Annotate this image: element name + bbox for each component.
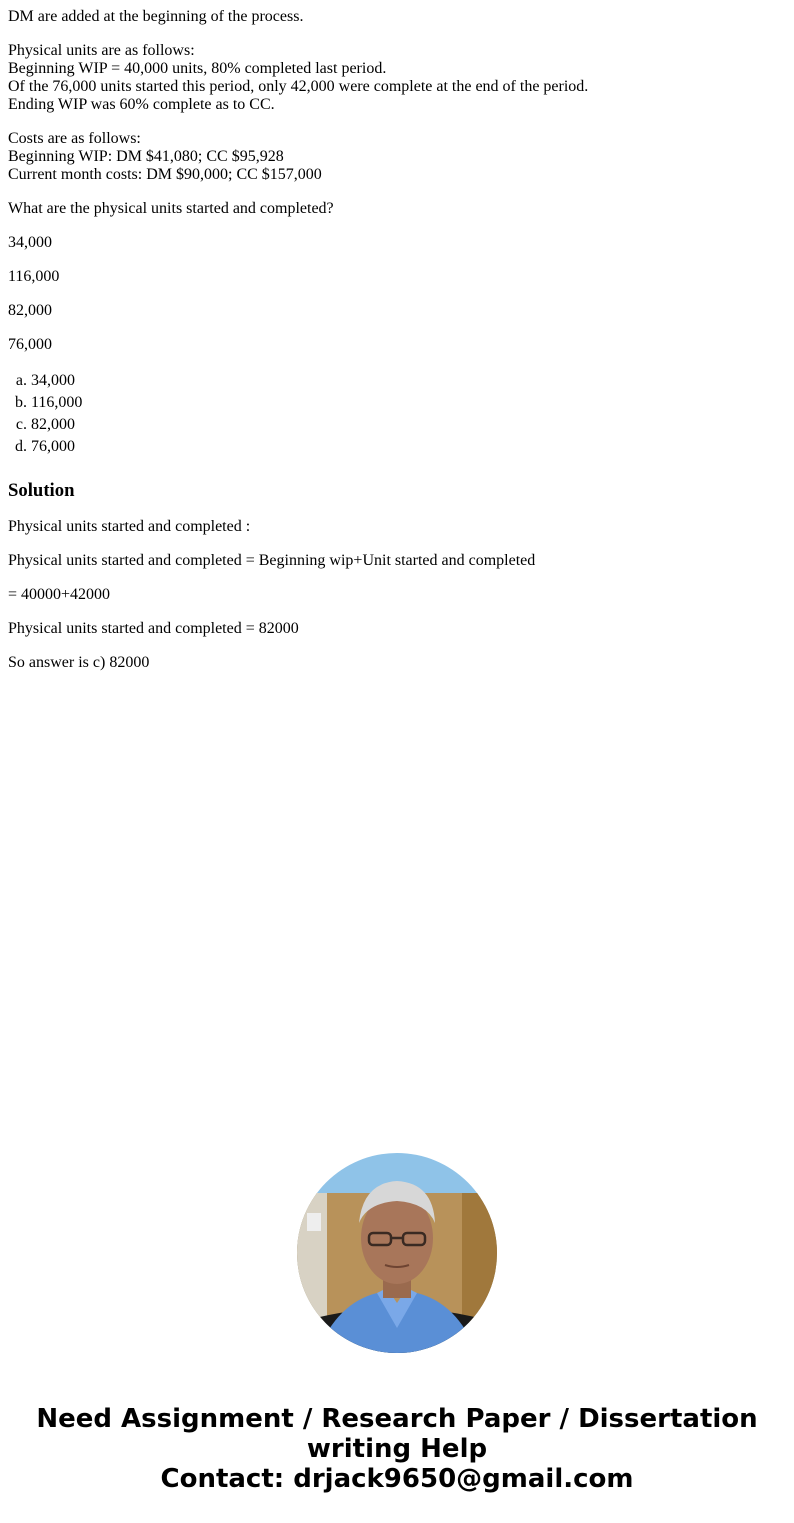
option-a: a. 34,000 <box>31 370 786 392</box>
author-portrait-image <box>297 1153 497 1353</box>
author-avatar <box>297 1153 497 1353</box>
intro-text: DM are added at the beginning of the process. <box>8 8 304 25</box>
solution-line: Physical units started and completed = 82000 <box>8 620 299 637</box>
costs-line-1: Beginning WIP: DM $41,080; CC $95,928 <box>8 148 284 165</box>
plain-choice: 116,000 <box>8 268 60 285</box>
physical-units-heading: Physical units are as follows: <box>8 42 195 59</box>
solution-line: = 40000+42000 <box>8 586 111 603</box>
promo-banner <box>0 1404 794 1494</box>
promo-line-1: Need Assignment / Research Paper / Dissertation <box>36 1404 758 1434</box>
plain-choice: 82,000 <box>8 302 52 319</box>
option-b: b. 116,000 <box>31 392 786 414</box>
plain-choice: 34,000 <box>8 234 52 251</box>
option-d: d. 76,000 <box>31 436 786 458</box>
solution-heading: Solution <box>8 480 75 501</box>
physical-units-line-3: Ending WIP was 60% complete as to CC. <box>8 96 275 113</box>
physical-units-line-2: Of the 76,000 units started this period, only 42,000 were complete at the end of the period. <box>8 78 589 95</box>
physical-units-block <box>8 42 786 114</box>
solution-line: Physical units started and completed : <box>8 518 251 535</box>
promo-line-2: writing Help <box>306 1434 488 1464</box>
question-prompt: What are the physical units started and completed? <box>8 200 334 217</box>
solution-line: So answer is c) 82000 <box>8 654 150 671</box>
costs-heading: Costs are as follows: <box>8 130 141 147</box>
physical-units-line-1: Beginning WIP = 40,000 units, 80% completed last period. <box>8 60 387 77</box>
answer-options-list <box>8 370 786 458</box>
costs-line-2: Current month costs: DM $90,000; CC $157,000 <box>8 166 322 183</box>
document-content <box>8 8 786 688</box>
costs-block <box>8 130 786 184</box>
promo-contact-line: Contact: drjack9650@gmail.com <box>160 1464 634 1494</box>
solution-line: Physical units started and completed = Beginning wip+Unit started and completed <box>8 552 536 569</box>
option-c: c. 82,000 <box>31 414 786 436</box>
plain-choice: 76,000 <box>8 336 52 353</box>
